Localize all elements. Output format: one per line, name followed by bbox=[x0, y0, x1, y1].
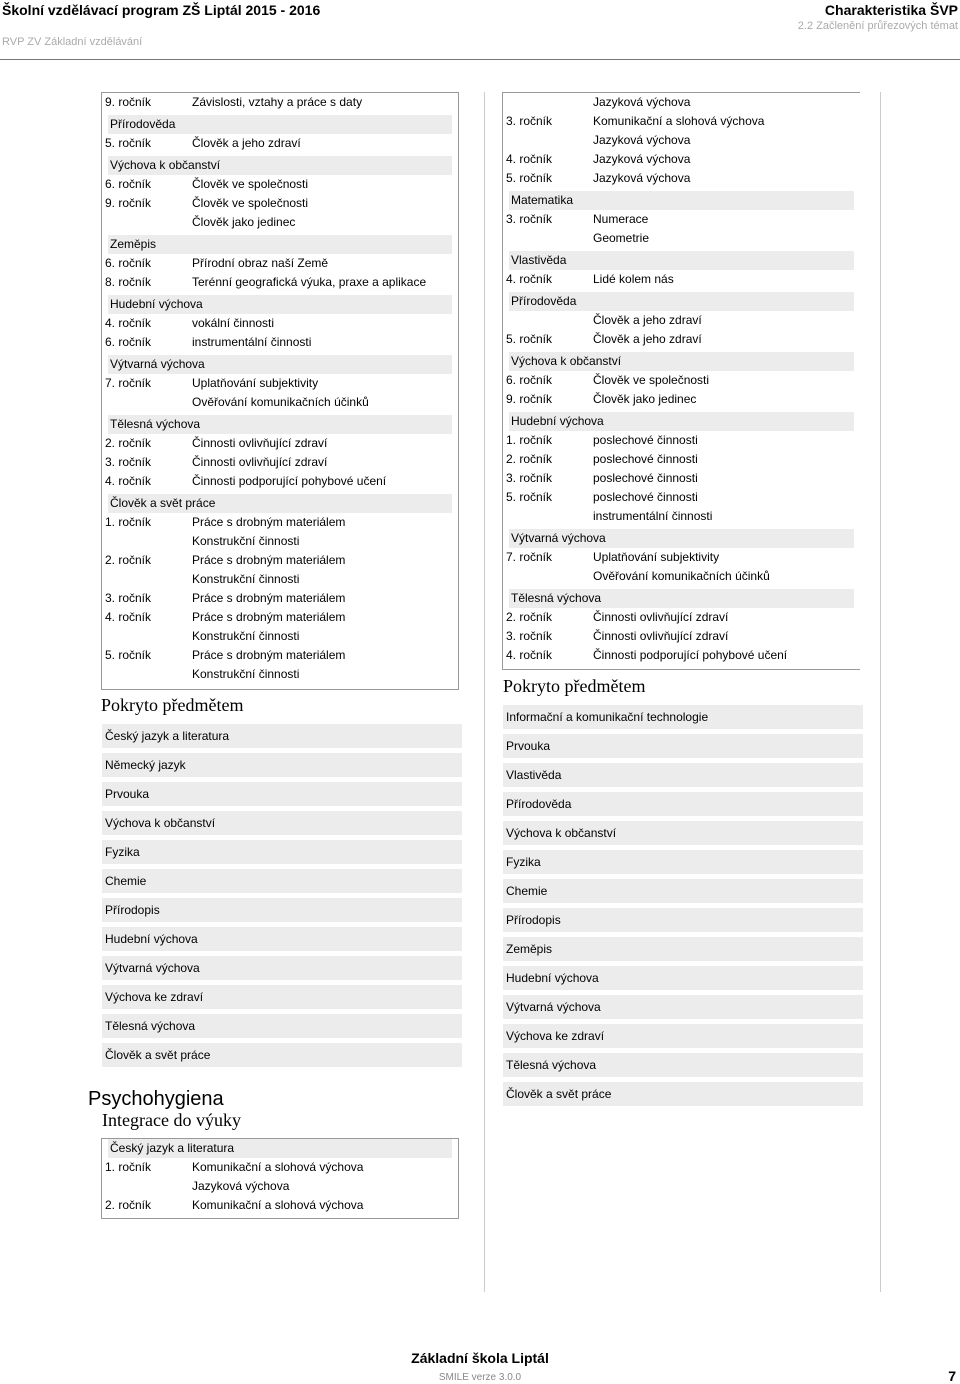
topic-label: Práce s drobným materiálem bbox=[192, 648, 346, 662]
topic-label: Práce s drobným materiálem bbox=[192, 591, 346, 605]
topic-label: Jazyková výchova bbox=[192, 1179, 290, 1193]
covered-subject: Informační a komunikační technologie bbox=[503, 705, 863, 729]
table-row bbox=[102, 453, 458, 472]
covered-subject: Přírodopis bbox=[102, 898, 462, 922]
header-divider bbox=[0, 59, 960, 60]
table-row bbox=[102, 194, 458, 213]
table-row bbox=[102, 570, 458, 589]
topic-label: Činnosti podporující pohybové učení bbox=[192, 474, 387, 488]
table-row bbox=[102, 134, 458, 153]
grade-label: 3. ročník bbox=[506, 114, 553, 128]
topic-label: Závislosti, vztahy a práce s daty bbox=[192, 95, 363, 109]
covered-heading: Pokryto předmětem bbox=[101, 695, 244, 715]
grade-label: 4. ročník bbox=[105, 610, 152, 624]
table-row bbox=[102, 551, 458, 570]
table-row bbox=[503, 390, 860, 409]
grade-label: 3. ročník bbox=[105, 591, 152, 605]
table-row bbox=[503, 567, 860, 586]
table-row bbox=[102, 434, 458, 453]
topic-label: Člověk a jeho zdraví bbox=[593, 313, 702, 327]
subject-header: Tělesná výchova bbox=[108, 415, 452, 434]
topic-label: Činnosti ovlivňující zdraví bbox=[593, 610, 729, 624]
grade-label: 5. ročník bbox=[105, 136, 152, 150]
topic-label: Činnosti ovlivňující zdraví bbox=[192, 436, 328, 450]
grade-label: 8. ročník bbox=[105, 275, 152, 289]
table-row bbox=[503, 169, 860, 188]
covered-subject: Chemie bbox=[102, 869, 462, 893]
covered-subject: Fyzika bbox=[102, 840, 462, 864]
table-row bbox=[102, 93, 458, 112]
table-row bbox=[503, 507, 860, 526]
topic-label: Přírodní obraz naší Země bbox=[192, 256, 329, 270]
topic-label: Komunikační a slohová výchova bbox=[192, 1160, 364, 1174]
covered-subject: Tělesná výchova bbox=[102, 1014, 462, 1038]
table-row bbox=[503, 469, 860, 488]
topic-label: Činnosti ovlivňující zdraví bbox=[593, 629, 729, 643]
subject-header: Člověk a svět práce bbox=[108, 494, 452, 513]
covered-subject: Zeměpis bbox=[503, 937, 863, 961]
covered-subject: Prvouka bbox=[503, 734, 863, 758]
covered-subject: Hudební výchova bbox=[503, 966, 863, 990]
subject-header: Výtvarná výchova bbox=[108, 355, 452, 374]
covered-subject: Prvouka bbox=[102, 782, 462, 806]
topic-label: instrumentální činnosti bbox=[593, 509, 713, 523]
grade-label: 6. ročník bbox=[105, 335, 152, 349]
table-row bbox=[102, 254, 458, 273]
grade-label: 2. ročník bbox=[105, 553, 152, 567]
topic-label: Člověk a jeho zdraví bbox=[593, 332, 702, 346]
table-row bbox=[102, 213, 458, 232]
grade-label: 3. ročník bbox=[506, 629, 553, 643]
integration-heading: Integrace do výuky bbox=[102, 1110, 241, 1130]
table-row bbox=[503, 150, 860, 169]
topic-label: Komunikační a slohová výchova bbox=[593, 114, 765, 128]
table-row bbox=[102, 513, 458, 532]
covered-subject: Fyzika bbox=[503, 850, 863, 874]
covered-subject: Přírodopis bbox=[503, 908, 863, 932]
section-subtitle: 2.2 Začlenění průřezových témat bbox=[797, 20, 958, 32]
table-row bbox=[503, 210, 860, 229]
school-name: Základní škola Liptál bbox=[411, 1350, 549, 1366]
subject-header: Zeměpis bbox=[108, 235, 452, 254]
subject-header: Matematika bbox=[509, 191, 854, 210]
table-row bbox=[102, 314, 458, 333]
topic-label: Ověřování komunikačních účinků bbox=[593, 569, 770, 583]
table-row bbox=[503, 488, 860, 507]
table-row bbox=[102, 646, 458, 665]
topic-label: Jazyková výchova bbox=[593, 133, 691, 147]
grade-label: 2. ročník bbox=[105, 436, 152, 450]
grade-label: 2. ročník bbox=[506, 452, 553, 466]
topic-label: poslechové činnosti bbox=[593, 433, 698, 447]
grade-label: 9. ročník bbox=[105, 196, 152, 210]
topic-label: Člověk jako jedinec bbox=[192, 215, 296, 229]
grade-label: 6. ročník bbox=[105, 177, 152, 191]
topic-label: Komunikační a slohová výchova bbox=[192, 1198, 364, 1212]
topic-label: Konstrukční činnosti bbox=[192, 667, 300, 681]
table-row bbox=[503, 93, 860, 112]
covered-subject: Německý jazyk bbox=[102, 753, 462, 777]
grade-label: 1. ročník bbox=[105, 515, 152, 529]
topic-heading: Psychohygiena bbox=[88, 1088, 224, 1110]
topic-label: Jazyková výchova bbox=[593, 152, 691, 166]
topic-label: Práce s drobným materiálem bbox=[192, 515, 346, 529]
table-row bbox=[503, 371, 860, 390]
table-row bbox=[102, 665, 458, 684]
grade-label: 3. ročník bbox=[506, 212, 553, 226]
subject-header: Přírodověda bbox=[509, 292, 854, 311]
grade-label: 5. ročník bbox=[506, 171, 553, 185]
covered-subject: Chemie bbox=[503, 879, 863, 903]
software-version: SMILE verze 3.0.0 bbox=[438, 1372, 522, 1383]
grade-label: 4. ročník bbox=[506, 272, 553, 286]
covered-subject: Výchova ke zdraví bbox=[102, 985, 462, 1009]
topic-label: Jazyková výchova bbox=[593, 171, 691, 185]
topic-label: Konstrukční činnosti bbox=[192, 534, 300, 548]
table-row bbox=[503, 646, 860, 665]
covered-subject: Výtvarná výchova bbox=[503, 995, 863, 1019]
table-row bbox=[503, 270, 860, 289]
grade-label: 7. ročník bbox=[105, 376, 152, 390]
grade-label: 2. ročník bbox=[105, 1198, 152, 1212]
integration-table bbox=[101, 1138, 459, 1219]
table-row bbox=[102, 1158, 458, 1177]
topic-label: Ověřování komunikačních účinků bbox=[192, 395, 369, 409]
subject-header: Vlastivěda bbox=[509, 251, 854, 270]
table-row bbox=[102, 608, 458, 627]
covered-subject: Výchova k občanství bbox=[102, 811, 462, 835]
covered-subject: Tělesná výchova bbox=[503, 1053, 863, 1077]
left-topic-table bbox=[101, 92, 459, 690]
table-row bbox=[102, 1177, 458, 1196]
covered-subject: Přírodověda bbox=[503, 792, 863, 816]
right-covered-list bbox=[503, 705, 863, 1111]
grade-label: 5. ročník bbox=[105, 648, 152, 662]
topic-label: Konstrukční činnosti bbox=[192, 572, 300, 586]
subject-header: Výchova k občanství bbox=[509, 352, 854, 371]
covered-subject: Výchova k občanství bbox=[503, 821, 863, 845]
topic-label: Numerace bbox=[593, 212, 649, 226]
covered-subject: Český jazyk a literatura bbox=[102, 724, 462, 748]
table-row bbox=[503, 548, 860, 567]
topic-label: Terénní geografická výuka, praxe a aplikace bbox=[192, 275, 427, 289]
covered-subject: Vlastivěda bbox=[503, 763, 863, 787]
covered-subject: Výtvarná výchova bbox=[102, 956, 462, 980]
grade-label: 4. ročník bbox=[506, 648, 553, 662]
topic-label: Lidé kolem nás bbox=[593, 272, 674, 286]
table-row bbox=[503, 450, 860, 469]
topic-label: Uplatňování subjektivity bbox=[192, 376, 319, 390]
grade-label: 9. ročník bbox=[506, 392, 553, 406]
subject-header: Hudební výchova bbox=[108, 295, 452, 314]
topic-label: Geometrie bbox=[593, 231, 650, 245]
topic-label: Člověk ve společnosti bbox=[192, 196, 309, 210]
topic-label: Konstrukční činnosti bbox=[192, 629, 300, 643]
subject-header: Hudební výchova bbox=[509, 412, 854, 431]
table-row bbox=[102, 393, 458, 412]
grade-label: 4. ročník bbox=[105, 474, 152, 488]
grade-label: 1. ročník bbox=[506, 433, 553, 447]
document-subtitle: RVP ZV Základní vzdělávání bbox=[2, 36, 143, 48]
subject-header: Český jazyk a literatura bbox=[108, 1139, 452, 1158]
table-row bbox=[503, 112, 860, 131]
covered-heading-right: Pokryto předmětem bbox=[503, 676, 646, 696]
table-row bbox=[503, 229, 860, 248]
document-title: Školní vzdělávací program ZŠ Liptál 2015 - 2016 bbox=[2, 2, 321, 18]
covered-subject: Hudební výchova bbox=[102, 927, 462, 951]
left-covered-list bbox=[102, 724, 462, 1072]
table-row bbox=[503, 311, 860, 330]
grade-label: 3. ročník bbox=[506, 471, 553, 485]
table-row bbox=[102, 532, 458, 551]
table-row bbox=[503, 431, 860, 450]
table-row bbox=[102, 472, 458, 491]
topic-label: instrumentální činnosti bbox=[192, 335, 312, 349]
topic-label: Člověk ve společnosti bbox=[192, 177, 309, 191]
topic-label: Člověk jako jedinec bbox=[593, 392, 697, 406]
subject-header: Přírodověda bbox=[108, 115, 452, 134]
topic-label: Práce s drobným materiálem bbox=[192, 610, 346, 624]
grade-label: 4. ročník bbox=[506, 152, 553, 166]
topic-label: Člověk ve společnosti bbox=[593, 373, 710, 387]
table-row bbox=[503, 131, 860, 150]
grade-label: 5. ročník bbox=[506, 490, 553, 504]
grade-label: 7. ročník bbox=[506, 550, 553, 564]
topic-label: Uplatňování subjektivity bbox=[593, 550, 720, 564]
topic-label: Člověk a jeho zdraví bbox=[192, 136, 301, 150]
table-row bbox=[102, 589, 458, 608]
table-row bbox=[102, 273, 458, 292]
subject-header: Tělesná výchova bbox=[509, 589, 854, 608]
covered-subject: Člověk a svět práce bbox=[102, 1043, 462, 1067]
table-row bbox=[102, 333, 458, 352]
column-divider bbox=[880, 92, 881, 1292]
column-divider bbox=[484, 92, 485, 1292]
grade-label: 6. ročník bbox=[506, 373, 553, 387]
topic-label: Práce s drobným materiálem bbox=[192, 553, 346, 567]
grade-label: 4. ročník bbox=[105, 316, 152, 330]
covered-subject: Člověk a svět práce bbox=[503, 1082, 863, 1106]
subject-header: Výtvarná výchova bbox=[509, 529, 854, 548]
covered-subject: Výchova ke zdraví bbox=[503, 1024, 863, 1048]
section-title: Charakteristika ŠVP bbox=[824, 2, 958, 18]
topic-label: poslechové činnosti bbox=[593, 452, 698, 466]
grade-label: 9. ročník bbox=[105, 95, 152, 109]
subject-header: Výchova k občanství bbox=[108, 156, 452, 175]
grade-label: 5. ročník bbox=[506, 332, 553, 346]
table-row bbox=[102, 175, 458, 194]
grade-label: 3. ročník bbox=[105, 455, 152, 469]
topic-label: Činnosti ovlivňující zdraví bbox=[192, 455, 328, 469]
table-row bbox=[102, 1196, 458, 1215]
table-row bbox=[503, 330, 860, 349]
grade-label: 6. ročník bbox=[105, 256, 152, 270]
table-row bbox=[503, 608, 860, 627]
grade-label: 1. ročník bbox=[105, 1160, 152, 1174]
table-row bbox=[102, 374, 458, 393]
topic-label: Činnosti podporující pohybové učení bbox=[593, 648, 788, 662]
page-number: 7 bbox=[948, 1368, 956, 1384]
right-topic-table bbox=[502, 92, 860, 670]
topic-label: poslechové činnosti bbox=[593, 490, 698, 504]
table-row bbox=[503, 627, 860, 646]
topic-label: vokální činnosti bbox=[192, 316, 275, 330]
table-row bbox=[102, 627, 458, 646]
topic-label: Jazyková výchova bbox=[593, 95, 691, 109]
topic-label: poslechové činnosti bbox=[593, 471, 698, 485]
grade-label: 2. ročník bbox=[506, 610, 553, 624]
